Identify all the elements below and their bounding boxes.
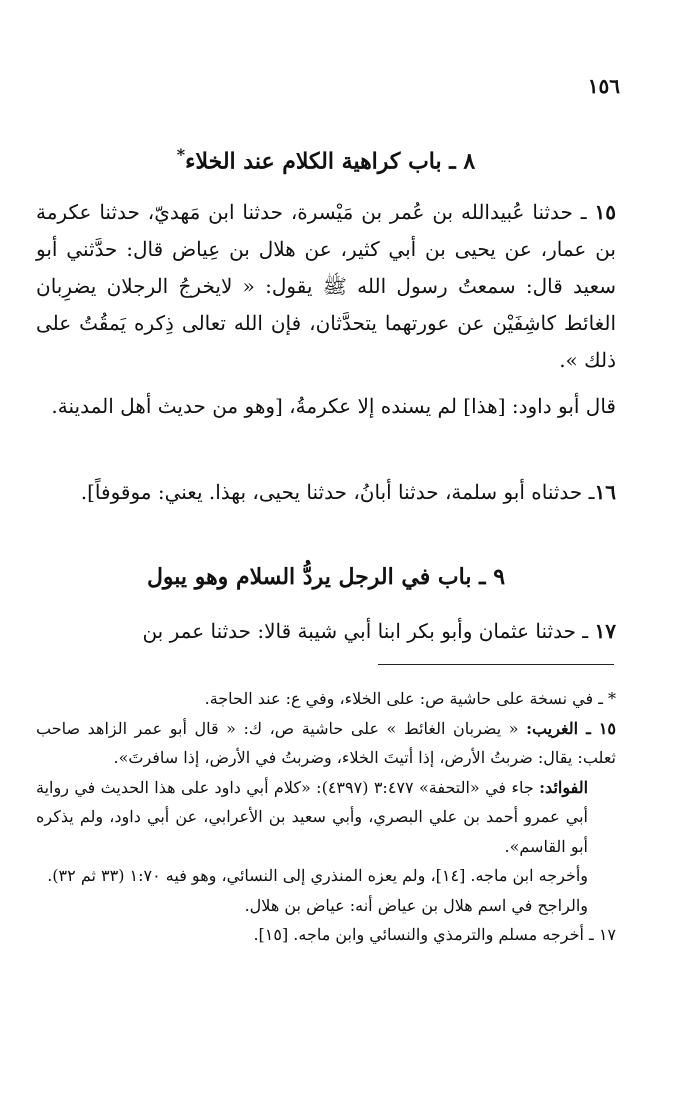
hadith-15-text: ـ حدثنا عُبيدالله بن عُمر بن مَيْسرة، حدثنا ابن مَهديّ، حدثنا عكرمة بن عمار، عن يحيى بن أبي كثير، عن هلال بن عِياض قال: حدَّثني أبو سعيد قال: سمعتُ رسول الله ﷺ يقول: « لايخرجُ الرجلان يضرِبان الغائط كاشِفَيْن عن عورتهما يتحدَّثان، فإن الله تعالى ذِكره يَمقُتُ على ذلك ». xyxy=(36,200,616,372)
hadith-16-number: ١٦ xyxy=(594,480,616,504)
footnote-15-text: « يضربان الغائط » على حاشية ص، ك: « قال أبو عمر الزاهد صاحب ثعلب: يقال: ضربتُ الأرض، إذا أتيتَ الخلاء، وضربتُ في الأرض، إذا سافرتَ». xyxy=(36,718,616,767)
hadith-15 xyxy=(36,194,616,379)
footnotes xyxy=(36,684,616,950)
chapter-8-heading xyxy=(36,140,616,176)
footnote-divider xyxy=(378,664,614,665)
hadith-16 xyxy=(36,474,616,511)
chapter-8-title: ٨ ـ باب كراهية الكلام عند الخلاء xyxy=(185,148,476,175)
fawaid-text: جاء في «التحفة» ٣:٤٧٧ (٤٣٩٧): «كلام أبي داود على هذا الحديث في رواية أبي عمرو أحمد بن علي البصري، وأبي سعيد بن الأعرابي، عن أبي داود، ولم يذكره أبو القاسم». xyxy=(36,777,588,856)
hadith-17 xyxy=(36,613,616,650)
book-page xyxy=(36,60,620,1060)
fawaid-label: الفوائد: xyxy=(539,777,589,797)
footnote-15-label: ١٥ ـ الغريب: xyxy=(526,718,617,738)
footnote-fawaid xyxy=(36,773,616,862)
footnote-17: ١٧ ـ أخرجه مسلم والترمذي والنسائي وابن ماجه. [١٥]. xyxy=(253,925,616,944)
footnote-rajih: والراجح في اسم هلال بن عياض أنه: عياض بن هلال. xyxy=(244,895,588,915)
hadith-17-text: ـ حدثنا عثمان وأبو بكر ابنا أبي شيبة قالا: حدثنا عمر بن xyxy=(142,619,595,643)
footnote-takhrij: وأخرجه ابن ماجه. [١٤]، ولم يعزه المنذري إلى النسائي، وهو فيه ١:٧٠ (٣٣ ثم ٣٢). xyxy=(47,866,588,885)
footnote-marker: * xyxy=(176,145,186,164)
page-number: ١٥٦ xyxy=(587,74,620,98)
footnote-star: * ـ في نسخة على حاشية ص: على الخلاء، وفي ع: عند الحاجة. xyxy=(204,689,616,708)
footnote-15 xyxy=(36,714,616,773)
chapter-9-heading: ٩ ـ باب في الرجل يردُّ السلام وهو يبول xyxy=(146,564,506,590)
abu-dawud-comment: قال أبو داود: [هذا] لم يسنده إلا عكرمةُ، [وهو من حديث أهل المدينة. xyxy=(51,394,616,418)
hadith-15-number: ١٥ xyxy=(594,200,616,224)
hadith-17-number: ١٧ xyxy=(594,619,616,643)
hadith-16-text: ـ حدثناه أبو سلمة، حدثنا أبانُ، حدثنا يحيى، بهذا. يعني: موقوفاً]. xyxy=(80,480,595,504)
